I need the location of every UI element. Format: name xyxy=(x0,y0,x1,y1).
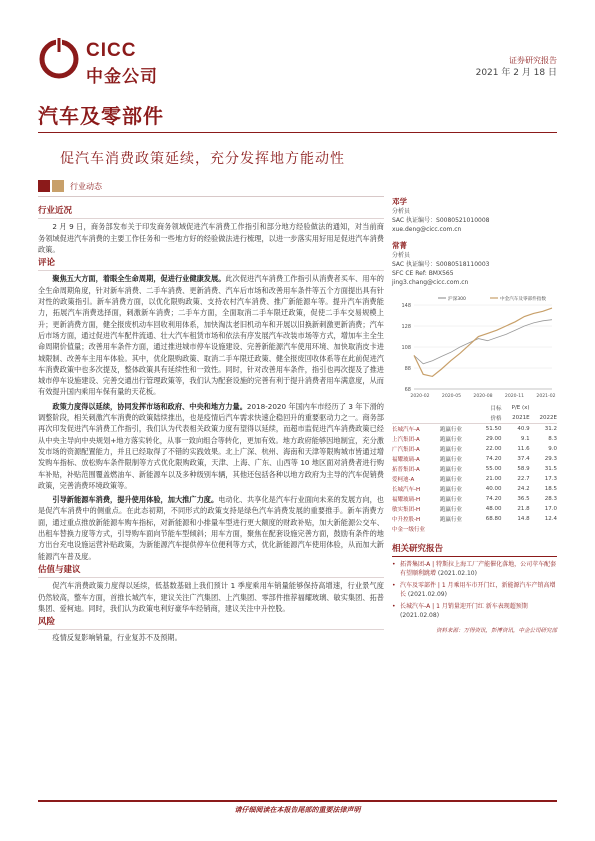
legal-footer: 请仔细阅读在本报告尾部的重要法律声明 xyxy=(38,800,557,815)
related-report-date: (2021.02.10) xyxy=(437,569,477,577)
x-tick-label: 2021-02 xyxy=(536,394,556,399)
sidebar xyxy=(392,196,557,634)
section-heading: 估值与建议 xyxy=(38,565,384,578)
section-industry-status xyxy=(38,206,384,255)
index-chart-svg xyxy=(392,293,557,401)
table-cell: 68.80 xyxy=(485,516,502,522)
cicc-logo xyxy=(38,38,188,88)
legend-label: 沪深300 xyxy=(448,297,466,302)
bullet-icon: • xyxy=(392,603,396,610)
related-report-date: (2021.02.08) xyxy=(400,611,440,619)
table-cell: 福耀玻璃-A xyxy=(392,457,420,463)
table-cell: 31.2 xyxy=(544,426,557,432)
table-cell: 9.0 xyxy=(548,446,557,452)
table-cell: 跑赢行业 xyxy=(440,497,463,503)
table-cell: 敏实集团-H xyxy=(392,507,421,513)
logo-text-en: CICC xyxy=(86,40,137,61)
table-cell: 55.00 xyxy=(485,466,502,472)
table-row xyxy=(392,444,557,454)
table-row xyxy=(392,434,557,444)
table-cell: 跑赢行业 xyxy=(440,517,463,523)
table-cell: 36.5 xyxy=(517,496,530,502)
tag-square-icon xyxy=(38,180,50,192)
section-heading: 风险 xyxy=(38,617,384,630)
table-cell: 拓普集团-A xyxy=(392,467,420,473)
report-type: 证券研究报告 xyxy=(509,56,557,65)
table-cell xyxy=(392,403,436,413)
index-chart xyxy=(392,293,557,401)
table-cell: 价格 xyxy=(477,413,502,424)
table-cell: 14.8 xyxy=(517,516,530,522)
x-tick-label: 2020-11 xyxy=(504,394,525,399)
table-cell xyxy=(436,403,477,413)
y-tick-label: 88 xyxy=(404,366,411,372)
table-cell: 跑赢行业 xyxy=(440,487,463,493)
table-cell: 22.00 xyxy=(485,446,502,452)
header-meta xyxy=(476,54,557,80)
paragraph: 政策力度得以延续，协同发挥市场和政府、中央和地方力量。2018-2020 年国内车市经历了 3 年下滑的调整阶段，相关刺激汽车消费的政策陆续推出，也是疫情后汽车需求快速企稳回升的重要驱动力之一。商务部再次印发促进汽车消费工作指引，我们认为代表相关政策力度有望得以延续，而超市监促进汽车消费政策已经从中央主导向中央规划+地方落实转化，从事一致向组合等转化，更加有效。地方政府能够因地制宜，充分激发市场的资源配置能力，并且已经取得了不错的实践效果。北上广深、杭州、海南和天津等限购城市皆通过增发购车指标、放松购车条件限制等方式优化限购政策，天津、上海、广东、山西等 10 地区面对消费者进行购车补贴，补贴范围覆盖燃油车、新能源车以及多种级别车辆，其他还包括各种以地方政府为主导的汽车促销费政策，完善消费环境政策等。 xyxy=(38,401,384,490)
analyst-role: 分析员 xyxy=(392,208,411,215)
analyst-email[interactable]: xue.deng@cicc.com.cn xyxy=(392,226,462,233)
table-cell: 跑赢行业 xyxy=(440,477,463,483)
table-cell xyxy=(392,413,436,424)
table-row xyxy=(392,454,557,464)
table-cell: 48.00 xyxy=(485,506,502,512)
legend-label: 中金汽车及零部件指数 xyxy=(500,297,546,302)
table-cell: 跑赢行业 xyxy=(440,467,463,473)
table-cell: 17.3 xyxy=(544,476,557,482)
table-cell: 12.4 xyxy=(544,516,557,522)
related-report-title[interactable]: 拓普集团-A | 特斯拉上海工厂产能催化落地，公司苹车配套有望顺利跳增 xyxy=(400,561,557,577)
table-header-row xyxy=(392,403,557,413)
y-tick-label: 68 xyxy=(404,387,411,393)
table-cell: 长城汽车-H xyxy=(392,487,421,493)
x-tick-label: 2020-02 xyxy=(410,394,430,399)
table-cell: 29.00 xyxy=(485,436,502,442)
related-reports-heading: 相关研究报告 xyxy=(392,542,557,557)
report-date: 2021 年 2 月 18 日 xyxy=(475,68,557,78)
table-cell xyxy=(436,413,477,424)
table-cell: 74.20 xyxy=(485,456,502,462)
table-cell: 74.20 xyxy=(485,496,502,502)
related-report-date: (2021.02.09) xyxy=(407,590,447,598)
main-column xyxy=(38,206,384,647)
table-cell: 跑赢行业 xyxy=(440,457,463,463)
table-row xyxy=(392,464,557,474)
tag-square-icon xyxy=(52,180,64,192)
related-report-item[interactable] xyxy=(392,582,557,599)
table-header-row xyxy=(392,413,557,424)
table-cell: 17.0 xyxy=(544,506,557,512)
y-tick-label: 128 xyxy=(401,324,411,330)
section-risk xyxy=(38,617,384,644)
table-cell: 福耀玻璃-H xyxy=(392,497,421,503)
analyst-name: 常菁 xyxy=(392,241,407,250)
table-cell: P/E (x) xyxy=(511,405,530,411)
table-cell: 22.7 xyxy=(517,476,530,482)
related-report-title[interactable]: 汽车及零部件 | 1 月乘用车市开门红，新能源汽车产销高增长 xyxy=(400,582,556,598)
section-valuation xyxy=(38,565,384,614)
cicc-logo-mark-icon xyxy=(38,38,80,80)
table-row xyxy=(392,424,557,435)
page-title: 汽车及零部件 xyxy=(38,104,164,128)
table-cell: 11.6 xyxy=(517,446,530,452)
table-cell: 跑赢行业 xyxy=(440,437,463,443)
x-tick-label: 2020-05 xyxy=(441,394,462,399)
table-cell: 2021E xyxy=(501,413,529,424)
x-tick-label: 2020-08 xyxy=(473,394,493,399)
table-cell: 9.1 xyxy=(520,436,530,442)
stock-table xyxy=(392,403,557,534)
series-line xyxy=(414,308,552,376)
table-cell: 2022E xyxy=(530,413,557,424)
paragraph: 聚焦五大方面，着眼全生命周期，促进行业健康发展。此次促进汽车消费工作指引从消费者买车、用车的全生命周期角度，针对新车消费、二手车消费、更新消费、汽车后市场和改善用车条件等五个方面提出具有针对性的政策指引。新车消费方面，以优化限购政策、支持农村汽车消费、推广新能源车等。提升汽车消费能力，拓展汽车消费选择面，刺激新车消费；二手车方面，全面取消二手车限迁政策，促使二手车交易规模上升；更新消费方面，健全报废机动车回收利用体系，加快淘汰老旧机动车和开展以旧换新刺激更新消费；汽车后市场方面，通过促进汽车配件流通、壮大汽车租赁市场和依法有序发展汽车改装市场等方式，增加车主全生命周期价值量；改善用车条件方面，通过推进城市停车设施建设、完善新能源汽车使用环境、加快取消皮卡进城限制、改善车主用车体验。其中，优化限购政策、取消二手车限迁政策、健全报废回收体系等在此前促进汽车消费政策中也多次提及，整体政策具有延续性和一致性。同时，针对改善用车条件，指引也再次提及了推进城市停车设施建设、完善交通出行管理政策等，我们认为配套设施的完善有利于提升消费者用车满意度，从而有效提升国内乘用车保有量的天花板。 xyxy=(38,274,384,397)
table-cell: 18.5 xyxy=(544,486,557,492)
tag-label: 行业动态 xyxy=(70,181,102,191)
bullet-icon: • xyxy=(392,582,396,589)
table-cell: 目标 xyxy=(490,406,502,412)
table-cell: 58.9 xyxy=(517,466,530,472)
series-line xyxy=(414,320,552,364)
analyst-name: 邓学 xyxy=(392,197,407,206)
table-row xyxy=(392,484,557,494)
related-report-item[interactable] xyxy=(392,603,557,620)
logo-text-cn: 中金公司 xyxy=(86,67,158,87)
page-subtitle: 促汽车消费政策延续，充分发挥地方能动性 xyxy=(60,151,345,167)
table-cell: 中升控股-H xyxy=(392,517,421,523)
section-heading: 评论 xyxy=(38,258,384,271)
table-cell: 40.00 xyxy=(485,486,502,492)
section-heading: 行业近况 xyxy=(38,206,384,219)
table-cell: 上汽集团-A xyxy=(392,437,420,443)
analyst-card xyxy=(392,196,557,234)
table-cell: 跑赢行业 xyxy=(440,427,463,433)
table-row xyxy=(392,514,557,524)
table-cell: 29.3 xyxy=(544,456,557,462)
table-cell: 28.3 xyxy=(544,496,557,502)
related-report-item[interactable] xyxy=(392,561,557,578)
analyst-sac: SAC 执证编号：S0080521010008 xyxy=(392,217,490,224)
table-cell: 跑赢行业 xyxy=(440,507,463,513)
paragraph: 引导新能源车消费，提升使用体验，加大推广力度。电动化、共享化是汽车行业面向未来的发展方向，也是促汽车消费中的侧重点。在此态初期，不同形式的政策支持是绿色汽车消费发展的重要推手。新车消费方面，通过重点推放新能源车购车指标，对新能源和小排量车型进行更大额度的财政补贴，加大新能源公交车、出租车替换力度等方式，引导购车面向节能车型倾斜；用车方面，聚焦在配套设施完善方面，鼓励有条件的地方出台充电设施运营补贴政策，为新能源汽车提供停车位便利等方式，优化新能源汽车使用体验，从而加大新能源汽车普及度。 xyxy=(38,495,384,561)
y-tick-label: 108 xyxy=(401,345,411,351)
source-note: 资料来源：万得资讯，彭博资讯，中金公司研究部 xyxy=(435,628,557,634)
analyst-sac: SAC 执证编号：S0080518110003 xyxy=(392,261,490,268)
title-divider xyxy=(38,132,557,133)
table-cell: 40.9 xyxy=(517,426,530,432)
analyst-sfc: SFC CE Ref: BMX565 xyxy=(392,270,454,277)
bullet-icon: • xyxy=(392,561,396,568)
table-cell xyxy=(530,403,557,413)
table-cell: 广汽集团-A xyxy=(392,447,420,453)
table-cell: 8.3 xyxy=(548,436,557,442)
table-cell: 37.4 xyxy=(517,456,530,462)
section-commentary xyxy=(38,258,384,562)
tag-divider xyxy=(38,196,384,197)
table-row xyxy=(392,494,557,504)
table-cell: 24.2 xyxy=(517,486,530,492)
related-reports-list xyxy=(392,561,557,620)
table-row xyxy=(392,474,557,484)
table-cell: 21.8 xyxy=(517,506,530,512)
paragraph: 2 月 9 日，商务部发布关于印发商务领域促进汽车消费工作指引和部分地方经验做法的通知，对当前商务领域促进汽车消费的主要工作任务和一些地方好的经验做法进行梳理，以进一步落实用好用足促进汽车消费政策。 xyxy=(38,222,384,254)
table-cell: 21.00 xyxy=(485,476,502,482)
report-tag xyxy=(38,180,102,192)
table-cell: 跑赢行业 xyxy=(440,447,463,453)
table-cell: 爱柯迪-A xyxy=(392,477,415,483)
related-report-title[interactable]: 长城汽车-A | 1 月销量迎开门红 新车表现超预期 xyxy=(400,603,528,610)
table-footer-row xyxy=(392,524,557,534)
table-footer-cell: 中金一级行业 xyxy=(392,527,426,533)
table-row xyxy=(392,504,557,514)
analyst-card xyxy=(392,240,557,287)
analyst-role: 分析员 xyxy=(392,252,411,259)
analyst-email[interactable]: jing3.chang@cicc.com.cn xyxy=(392,279,469,286)
y-tick-label: 148 xyxy=(401,303,411,309)
table-cell: 51.50 xyxy=(485,426,502,432)
table-cell: 长城汽车-A xyxy=(392,427,420,433)
table-cell: 31.5 xyxy=(544,466,557,472)
paragraph: 促汽车消费政策力度得以延续，低基数基础上我们预计 1 季度乘用车销量能够保持高增速，行业景气度仍然较高，整车方面，首推长城汽车，建议关注广汽集团、上汽集团、零部件推荐福耀玻璃、敏实集团、拓普集团、爱柯迪。同时，我们认为政策电利好豪华车经销商，建议关注中升控股。 xyxy=(38,581,384,613)
paragraph: 疫情反复影响销量，行业复苏不及预期。 xyxy=(52,633,182,643)
